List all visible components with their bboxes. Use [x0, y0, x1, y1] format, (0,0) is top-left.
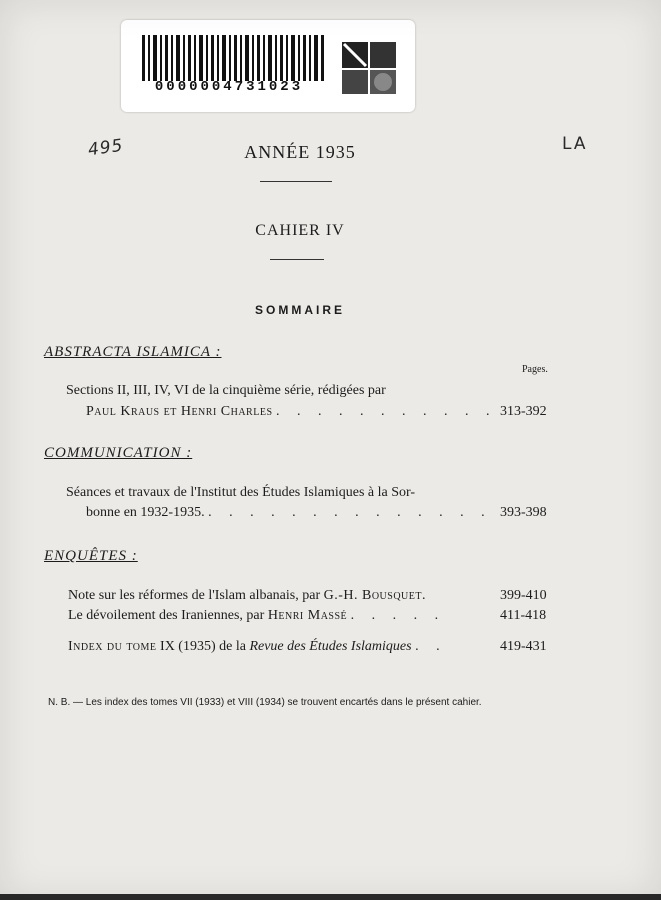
- toc-index-entry: [68, 636, 447, 658]
- toc-page-range: 393-398: [500, 505, 547, 520]
- leader-dots: . . . . .: [350, 608, 446, 623]
- toc-entry-line: [86, 401, 497, 423]
- barcode-icon: [140, 35, 330, 81]
- section-heading-communication: COMMUNICATION :: [44, 445, 193, 461]
- footnote: N. B. — Les index des tomes VII (1933) et VIII (1934) se trouvent encartés dans le présent cahier.: [48, 697, 482, 708]
- toc-page-range: 313-392: [500, 404, 547, 419]
- toc-entry-text: Le dévoilement des Iraniennes, par: [68, 608, 265, 623]
- section-heading-enquetes: ENQUÊTES :: [44, 548, 138, 564]
- toc-entry-line: [68, 585, 426, 607]
- toc-entry-line: [68, 605, 445, 627]
- year-title: ANNÉE 1935: [244, 142, 356, 162]
- handwritten-note-left: 495: [86, 135, 125, 161]
- pages-label: Pages.: [522, 364, 548, 375]
- library-logo-icon: [338, 38, 398, 96]
- index-volume: IX (1935) de la: [160, 639, 246, 654]
- section-heading-abstracta: ABSTRACTA ISLAMICA :: [44, 344, 222, 360]
- handwritten-note-right: LA: [562, 134, 588, 154]
- toc-entry-text: Note sur les réformes de l'Islam albanais, par: [68, 588, 321, 603]
- toc-page-range: 419-431: [500, 639, 547, 654]
- cahier-title: CAHIER IV: [255, 222, 345, 239]
- index-label: Index du tome: [68, 639, 157, 654]
- toc-entry-authors: Paul Kraus et Henri Charles: [86, 404, 273, 419]
- toc-page-range: 411-418: [500, 608, 547, 623]
- leader-dots: . .: [415, 639, 447, 654]
- leader-dots: . . . . . . . . . . .: [276, 404, 497, 419]
- toc-entry-line: [86, 502, 492, 524]
- toc-entry-line: Séances et travaux de l'Institut des Études Islamiques à la Sor-: [66, 485, 416, 500]
- toc-entry-text: bonne en 1932-1935.: [86, 505, 205, 520]
- scan-edge: [0, 894, 661, 900]
- barcode-number: 0000004731023: [154, 79, 304, 95]
- divider: [270, 259, 324, 260]
- journal-title: Revue des Études Islamiques: [249, 639, 412, 654]
- toc-entry-line: Sections II, III, IV, VI de la cinquième série, rédigées par: [66, 383, 386, 398]
- leader-dots: . . . . . . . . . . . . . .: [208, 505, 492, 520]
- sommaire-heading: SOMMAIRE: [255, 303, 345, 317]
- toc-page-range: 399-410: [500, 588, 547, 603]
- toc-entry-author: Henri Massé: [267, 608, 348, 623]
- toc-entry-author: G.-H. Bousquet.: [323, 588, 426, 603]
- divider: [260, 181, 332, 182]
